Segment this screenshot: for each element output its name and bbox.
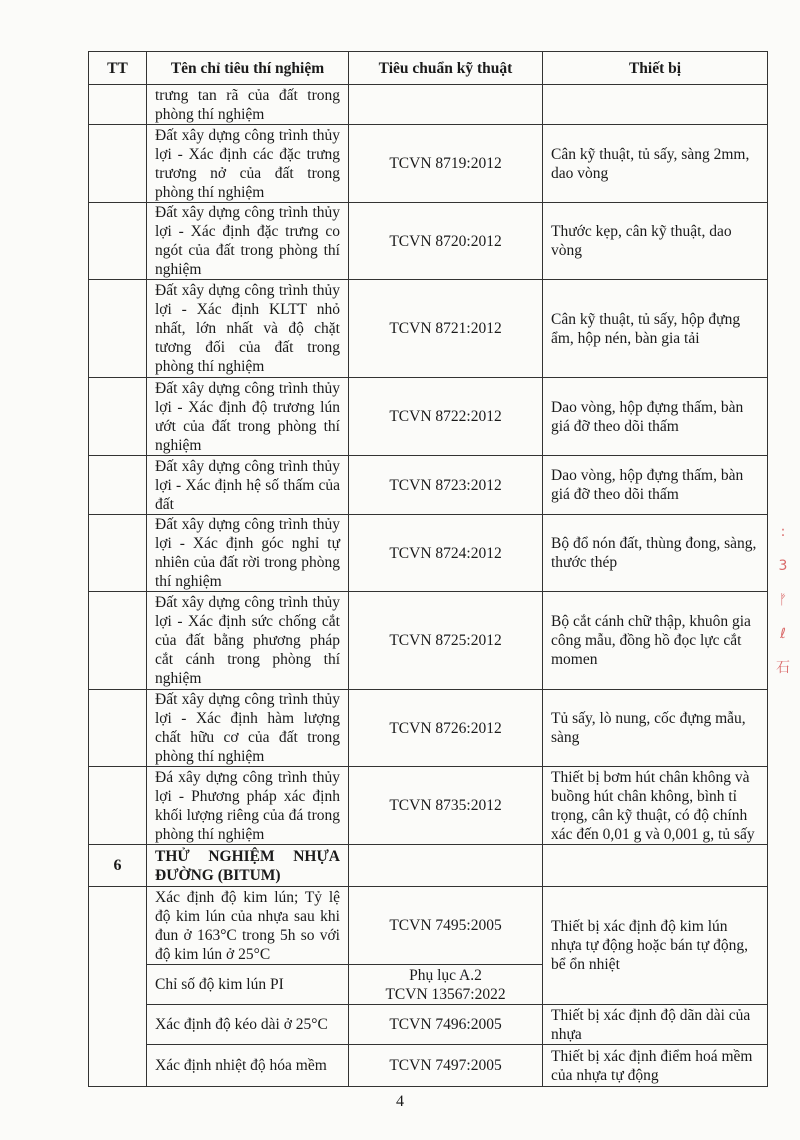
header-technical-standard: Tiêu chuẩn kỹ thuật: [349, 52, 543, 85]
header-tt: TT: [89, 52, 147, 85]
row-standard: TCVN 8725:2012: [349, 592, 543, 690]
table-row: [89, 456, 768, 515]
row-test-name: Đất xây dựng công trình thủy lợi - Xác định KLTT nhỏ nhất, lớn nhất và độ chặt tương đối của đất trong phòng thí nghiệm: [147, 280, 349, 378]
section-title: THỬ NGHIỆM NHỰA ĐƯỜNG (BITUM): [147, 845, 349, 887]
red-stamp-fragment: : 3 ᚠ ℓ 石: [776, 524, 790, 676]
row-tt: [89, 690, 147, 767]
table-row: [89, 767, 768, 845]
table-row: [89, 1005, 768, 1045]
row-standard: [349, 965, 543, 1005]
row-standard: TCVN 8735:2012: [349, 767, 543, 845]
row-standard: TCVN 8723:2012: [349, 456, 543, 515]
row-standard: TCVN 7496:2005: [349, 1005, 543, 1045]
table-row: [89, 378, 768, 456]
row-test-name: Đất xây dựng công trình thủy lợi - Xác định sức chống cắt của đất bằng phương pháp cắt cánh trong phòng thí nghiệm: [147, 592, 349, 690]
row-device: Cân kỹ thuật, tủ sấy, sàng 2mm, dao vòng: [543, 125, 768, 203]
table-row: [89, 280, 768, 378]
row-standard: TCVN 8722:2012: [349, 378, 543, 456]
row-device: Bộ đổ nón đất, thùng đong, sàng, thước thép: [543, 515, 768, 592]
row-standard: [349, 85, 543, 125]
standard-line-code: TCVN 13567:2022: [385, 985, 506, 1003]
row-standard: TCVN 8726:2012: [349, 690, 543, 767]
row-device: Thiết bị bơm hút chân không và buồng hút chân không, bình tỉ trọng, cân kỹ thuật, có độ chính xác đến 0,01 g và 0,001 g, tủ sấy: [543, 767, 768, 845]
row-tt: [89, 203, 147, 280]
table-row: [89, 592, 768, 690]
row-tt: [89, 280, 147, 378]
table-row: [89, 515, 768, 592]
test-criteria-table: [88, 51, 768, 1087]
row-device: [543, 85, 768, 125]
row-standard: TCVN 8721:2012: [349, 280, 543, 378]
row-device-merged: Thiết bị xác định độ kim lún nhựa tự động hoặc bán tự động, bể ổn nhiệt: [543, 887, 768, 1005]
row-test-name: Đất xây dựng công trình thủy lợi - Xác định đặc trưng co ngót của đất trong phòng thí nghiệm: [147, 203, 349, 280]
row-tt-merged: [89, 887, 147, 1087]
row-standard: TCVN 8720:2012: [349, 203, 543, 280]
table-row: [89, 690, 768, 767]
row-test-name: Đất xây dựng công trình thủy lợi - Xác định góc nghỉ tự nhiên của đất rời trong phòng thí nghiệm: [147, 515, 349, 592]
row-test-name: Xác định nhiệt độ hóa mềm: [147, 1045, 349, 1087]
standard-line-appendix: Phụ lục A.2: [409, 966, 482, 984]
row-test-name: Đá xây dựng công trình thủy lợi - Phương pháp xác định khối lượng riêng của đá trong phòng thí nghiệm: [147, 767, 349, 845]
row-tt: [89, 456, 147, 515]
row-tt: [89, 85, 147, 125]
row-device: Tủ sấy, lò nung, cốc đựng mẫu, sàng: [543, 690, 768, 767]
row-test-name: Đất xây dựng công trình thủy lợi - Xác định độ trương lún ướt của đất trong phòng thí nghiệm: [147, 378, 349, 456]
row-standard: TCVN 8724:2012: [349, 515, 543, 592]
row-standard: TCVN 7497:2005: [349, 1045, 543, 1087]
row-standard: TCVN 8719:2012: [349, 125, 543, 203]
table-row: [89, 1045, 768, 1087]
row-standard: TCVN 7495:2005: [349, 887, 543, 965]
section-standard-empty: [349, 845, 543, 887]
table-row: [89, 887, 768, 965]
row-device: Dao vòng, hộp đựng thấm, bàn giá đỡ theo dõi thấm: [543, 456, 768, 515]
table-row: [89, 85, 768, 125]
table-row: [89, 203, 768, 280]
section-number: 6: [89, 845, 147, 887]
section-device-empty: [543, 845, 768, 887]
table-row: [89, 125, 768, 203]
row-device: Thiết bị xác định độ dãn dài của nhựa: [543, 1005, 768, 1045]
row-tt: [89, 592, 147, 690]
row-tt: [89, 378, 147, 456]
row-test-name: trưng tan rã của đất trong phòng thí nghiệm: [147, 85, 349, 125]
row-test-name: Đất xây dựng công trình thủy lợi - Xác định hệ số thấm của đất: [147, 456, 349, 515]
table-header-row: [89, 52, 768, 85]
row-tt: [89, 125, 147, 203]
page-number: 4: [396, 1093, 404, 1110]
row-tt: [89, 515, 147, 592]
row-test-name: Đất xây dựng công trình thủy lợi - Xác định hàm lượng chất hữu cơ của đất trong phòng thí nghiệm: [147, 690, 349, 767]
row-test-name: Đất xây dựng công trình thủy lợi - Xác định các đặc trưng trương nở của đất trong phòng thí nghiệm: [147, 125, 349, 203]
header-test-name: Tên chỉ tiêu thí nghiệm: [147, 52, 349, 85]
row-test-name: Xác định độ kim lún; Tỷ lệ độ kim lún của nhựa sau khi đun ở 163°C trong 5h so với độ kim lún ở 25°C: [147, 887, 349, 965]
header-device: Thiết bị: [543, 52, 768, 85]
row-device: Dao vòng, hộp đựng thấm, bàn giá đỡ theo dõi thấm: [543, 378, 768, 456]
row-device: Cân kỹ thuật, tủ sấy, hộp đựng ẩm, hộp nén, bàn gia tải: [543, 280, 768, 378]
section-row-bitumen: [89, 845, 768, 887]
row-device: Thiết bị xác định điểm hoá mềm của nhựa tự động: [543, 1045, 768, 1087]
row-device: Thước kẹp, cân kỹ thuật, dao vòng: [543, 203, 768, 280]
row-device: Bộ cắt cánh chữ thập, khuôn gia công mẫu, đồng hồ đọc lực cắt momen: [543, 592, 768, 690]
row-tt: [89, 767, 147, 845]
row-test-name: Chỉ số độ kim lún PI: [147, 965, 349, 1005]
row-test-name: Xác định độ kéo dài ở 25°C: [147, 1005, 349, 1045]
